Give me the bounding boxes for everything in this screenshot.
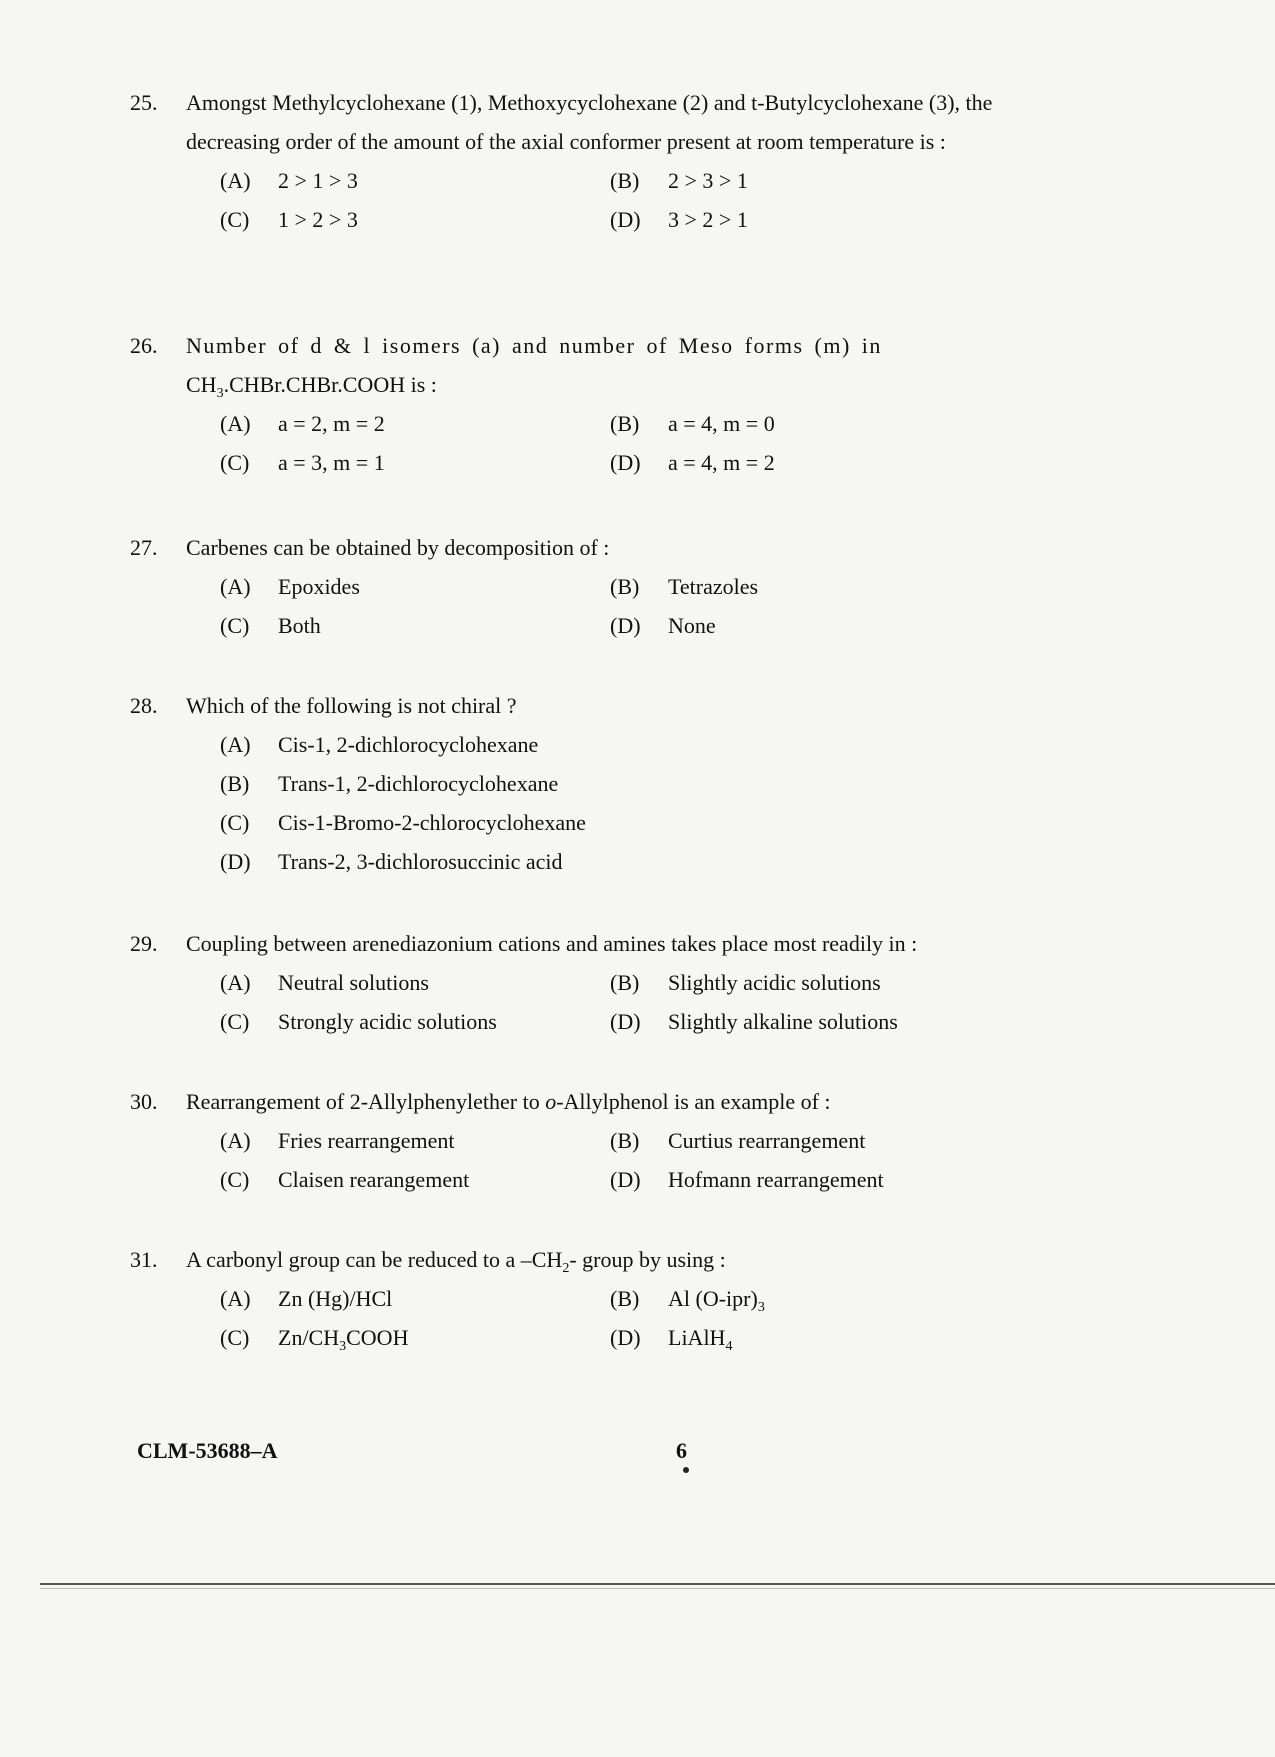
option-a: (A) Zn (Hg)/HCl xyxy=(220,1286,393,1311)
question-number: 29. xyxy=(130,931,158,956)
option-b: (B) Tetrazoles xyxy=(610,574,759,599)
option-b: (B) 2 > 3 > 1 xyxy=(610,168,748,193)
question-30 xyxy=(130,1082,1010,1199)
option-d: (D) 3 > 2 > 1 xyxy=(610,207,748,232)
question-text: A carbonyl group can be reduced to a $-CH_2-$ group by using : xyxy=(186,1247,726,1276)
options xyxy=(220,1121,1010,1199)
options xyxy=(220,404,1010,482)
option-a: (A) Cis-1, 2-dichlorocyclohexane xyxy=(220,732,539,757)
option-b: (B) a = 4, m = 0 xyxy=(610,411,775,436)
option-d: (D) Hofmann rearrangement xyxy=(610,1167,884,1192)
options xyxy=(220,567,1010,645)
option-d: (D) None xyxy=(610,613,716,638)
question-text: Carbenes can be obtained by decomposition of : xyxy=(186,535,610,560)
question-number: 25. xyxy=(130,90,158,115)
options xyxy=(220,1279,1010,1357)
option-a: (A) Neutral solutions xyxy=(220,970,429,995)
option-a: (A) Fries rearrangement xyxy=(220,1128,455,1153)
question-28 xyxy=(130,686,1010,881)
option-c: (C) Cis-1-Bromo-2-chlorocyclohexane xyxy=(220,810,586,835)
question-26 xyxy=(130,326,1010,482)
option-a: (A) Epoxides xyxy=(220,574,360,599)
option-b: (B) Al $(O-ipr)_3$ xyxy=(610,1286,765,1315)
question-31 xyxy=(130,1240,1010,1357)
option-b: (B) Curtius rearrangement xyxy=(610,1128,866,1153)
option-b: (B) Trans-1, 2-dichlorocyclohexane xyxy=(220,771,559,796)
option-d: (D) Trans-2, 3-dichlorosuccinic acid xyxy=(220,849,563,874)
options xyxy=(220,725,1010,881)
question-number: 27. xyxy=(130,535,158,560)
question-number: 26. xyxy=(130,333,158,358)
question-25 xyxy=(130,83,1010,239)
options xyxy=(220,963,1010,1041)
question-text: Rearrangement of 2-Allylphenylether to o-Allylphenol is an example of : xyxy=(186,1089,831,1114)
bottom-rule xyxy=(40,1583,1275,1585)
option-b: (B) Slightly acidic solutions xyxy=(610,970,881,995)
option-a: (A) a = 2, m = 2 xyxy=(220,411,385,436)
option-c: (C) Strongly acidic solutions xyxy=(220,1009,497,1034)
question-number: 28. xyxy=(130,693,158,718)
option-c: (C) Both xyxy=(220,613,321,638)
option-c: (C) Claisen rearangement xyxy=(220,1167,470,1192)
option-d: (D) Slightly alkaline solutions xyxy=(610,1009,898,1034)
question-text: Number of d & l isomers (a) and number of Meso forms (m) in $CH_3.CHBr.CHBr.COOH$ is : xyxy=(186,333,882,401)
page-number: 6 xyxy=(676,1438,687,1463)
question-text: Coupling between arenediazonium cations and amines takes place most readily in : xyxy=(186,931,918,956)
option-c: (C) a = 3, m = 1 xyxy=(220,450,385,475)
question-text: Amongst Methylcyclohexane (1), Methoxycyclohexane (2) and t-Butylcyclohexane (3), the decreasing order of the amount of the axial conformer present at room temperature is : xyxy=(186,90,993,154)
question-number: 30. xyxy=(130,1089,158,1114)
question-27 xyxy=(130,528,1010,645)
option-c: (C) $Zn/CH_3COOH$ xyxy=(220,1325,409,1354)
page-dot xyxy=(683,1467,689,1473)
question-text: Which of the following is not chiral ? xyxy=(186,693,517,718)
option-c: (C) 1 > 2 > 3 xyxy=(220,207,358,232)
paper-code: CLM-53688–A xyxy=(137,1438,278,1463)
option-d: (D) a = 4, m = 2 xyxy=(610,450,775,475)
option-a: (A) 2 > 1 > 3 xyxy=(220,168,358,193)
question-number: 31. xyxy=(130,1247,158,1272)
option-d: (D) LiAlH$_4$ xyxy=(610,1325,733,1354)
bottom-rule-shadow xyxy=(40,1588,1275,1589)
question-29 xyxy=(130,924,1010,1041)
options xyxy=(220,161,1010,239)
